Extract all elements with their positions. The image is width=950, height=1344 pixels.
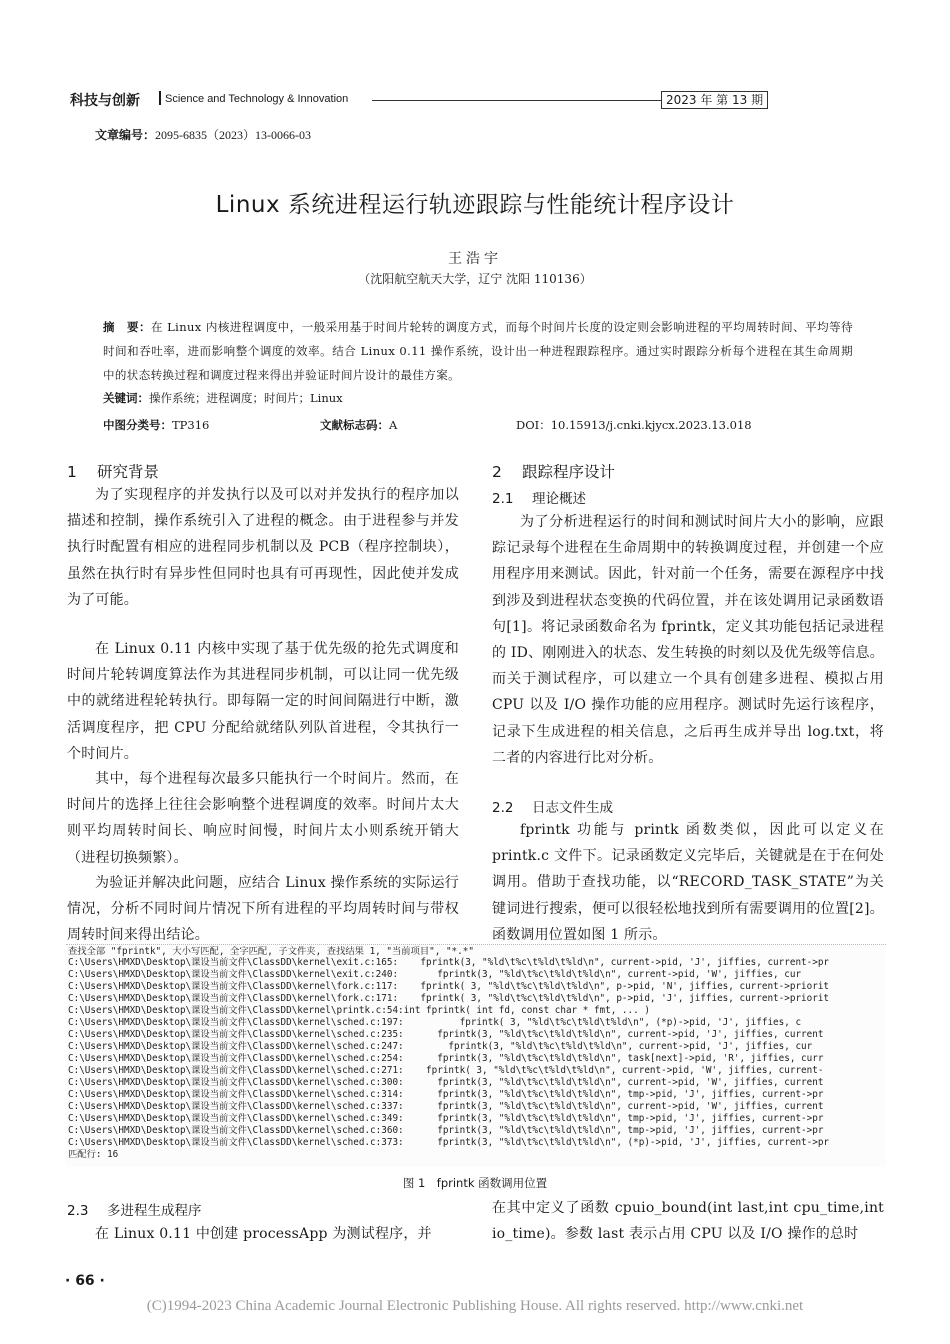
section-1-title: 研究背景 <box>97 463 160 481</box>
section-1-para-2: 在 Linux 0.11 内核中实现了基于优先级的抢先式调度和时间片轮转调度算法作为其进程同步机制，可以让同一优先级中的就绪进程轮转执行。即每隔一定的时间间隔进行中断，激活调度程序，把 CPU 分配给就绪队列队首进程，令其执行一个时间片。 <box>67 641 459 762</box>
figure-line: C:\Users\HMXD\Desktop\课设当前文件\ClassDD\kernel\printk.c:54:int fprintk( int fd, const char * fmt, ... ) <box>68 1005 650 1016</box>
keywords-label: 关键词： <box>103 391 149 405</box>
section-2-heading <box>492 460 615 482</box>
figure-line: C:\Users\HMXD\Desktop\课设当前文件\ClassDD\kernel\exit.c:165: fprintk(3, "%ld\t%c\t%ld\t%ld\n", current->pid, 'J', jiffies, current->pr <box>68 957 830 968</box>
article-number <box>95 126 311 143</box>
author: 王浩宇 <box>448 251 502 267</box>
doc-code <box>320 417 397 433</box>
figure-line: C:\Users\HMXD\Desktop\课设当前文件\ClassDD\kernel\sched.c:247: fprintk(3, "%ld\t%c\t%ld\t%ld\n", current->pid, 'J', jiffies, cur <box>68 1041 813 1052</box>
abstract-label: 摘 要： <box>103 320 151 334</box>
doc-code-text: A <box>389 418 398 432</box>
classification-text: TP316 <box>172 418 210 432</box>
section-2-2-para-1: fprintk 功能与 printk 函数类似，因此可以定义在 printk.c 文件下。记录函数定义完毕后，关键就是在于在何处调用。借助于查找功能，以“RECORD_TASK_STATE”为关键词进行搜索，便可以很轻松地找到所有需要调用的位置[2]。函数调用位置如图 1 所示。 <box>492 822 884 943</box>
section-2-2-heading <box>492 796 613 816</box>
figure-line: C:\Users\HMXD\Desktop\课设当前文件\ClassDD\kernel\fork.c:117: fprintk( 3, "%ld\t%c\t%ld\t%ld\n", p->pid, 'N', jiffies, current->priorit <box>68 981 830 992</box>
header-divider <box>159 91 161 105</box>
figure-line: C:\Users\HMXD\Desktop\课设当前文件\ClassDD\kernel\sched.c:271: fprintk( 3, "%ld\t%c\t%ld\t%ld\n", current->pid, 'W', jiffies, current- <box>68 1065 824 1076</box>
section-2-1-heading <box>492 487 586 507</box>
section-2-3-para-1: 在 Linux 0.11 中创建 processApp 为测试程序，并 <box>95 1226 432 1242</box>
figure-line: C:\Users\HMXD\Desktop\课设当前文件\ClassDD\kernel\sched.c:349: fprintk(3, "%ld\t%c\t%ld\t%ld\n", tmp->pid, 'J', jiffies, current->pr <box>68 1113 824 1124</box>
figure-line: C:\Users\HMXD\Desktop\课设当前文件\ClassDD\kernel\sched.c:300: fprintk(3, "%ld\t%c\t%ld\t%ld\n", current->pid, 'W', jiffies, current <box>68 1077 824 1088</box>
figure-line: C:\Users\HMXD\Desktop\课设当前文件\ClassDD\kernel\sched.c:235: fprintk(3, "%ld\t%c\t%ld\t%ld\n", current->pid, 'J', jiffies, current <box>68 1029 824 1040</box>
classification <box>103 417 209 433</box>
figure-line: 查找全部 "fprintk", 大小写匹配, 全字匹配, 子文件夹, 查找结果 1, "当前项目", "*.*" <box>68 946 474 957</box>
figure-line: C:\Users\HMXD\Desktop\课设当前文件\ClassDD\kernel\fork.c:171: fprintk( 3, "%ld\t%c\t%ld\t%ld\n", p->pid, 'J', jiffies, current->priorit <box>68 993 830 1004</box>
keywords <box>103 390 343 406</box>
figure-line: C:\Users\HMXD\Desktop\课设当前文件\ClassDD\kernel\sched.c:337: fprintk(3, "%ld\t%c\t%ld\t%ld\n", current->pid, 'W', jiffies, current <box>68 1101 824 1112</box>
section-2-1-number: 2.1 <box>492 491 514 507</box>
affiliation: （沈阳航空航天大学，辽宁 沈阳 110136） <box>358 272 592 286</box>
doi <box>516 417 752 433</box>
section-2-title: 跟踪程序设计 <box>522 463 616 481</box>
figure-line: C:\Users\HMXD\Desktop\课设当前文件\ClassDD\kernel\sched.c:254: fprintk(3, "%ld\t%c\t%ld\t%ld\n", task[next]->pid, 'R', jiffies, curr <box>68 1053 824 1064</box>
figure-line: C:\Users\HMXD\Desktop\课设当前文件\ClassDD\kernel\sched.c:373: fprintk(3, "%ld\t%c\t%ld\t%ld\n", (*p)->pid, 'J', jiffies, current->pr <box>68 1137 830 1148</box>
journal-name-en: Science and Technology & Innovation <box>165 93 349 105</box>
doi-text: 10.15913/j.cnki.kjycx.2023.13.018 <box>550 418 752 432</box>
section-2-2-title: 日志文件生成 <box>532 800 613 816</box>
figure-1-search-results <box>66 944 886 1167</box>
section-2-1-para-1: 为了分析进程运行的时间和测试时间片大小的影响，应跟踪记录每个进程在生命周期中的转换调度过程，并创建一个应用程序用来测试。因此，针对前一个任务，需要在源程序中找到涉及到进程状态变换的代码位置，并在该处调用记录函数语句[1]。将记录函数命名为 fprintk，定义其功能包括记录进程的 ID、刚刚进入的状态、发生转换的时刻以及优先级等信息。而关于测试程序，可以建立一个具有创建多进程、模拟占用 CPU 以及 I/O 操作功能的应用程序。测试时先运行该程序，记录下生成进程的相关信息，之后再生成并导出 log.txt，将二者的内容进行比对分析。 <box>492 514 884 766</box>
figure-line: 匹配行: 16 <box>68 1149 119 1160</box>
section-2-3-title: 多进程生成程序 <box>107 1203 202 1219</box>
section-1-para-1: 为了实现程序的并发执行以及可以对并发执行的程序加以描述和控制，操作系统引入了进程的概念。由于进程参与并发执行时配置有相应的进程同步机制以及 PCB（程序控制块），虽然在执行时有异步性但同时也具有可再现性，因此使并发成为了可能。 <box>67 487 459 608</box>
paper-title: Linux 系统进程运行轨迹跟踪与性能统计程序设计 <box>215 192 735 218</box>
section-2-3-continuation: 在其中定义了函数 cpuio_bound(int last,int cpu_time,int io_time)。参数 last 表示占用 CPU 以及 I/O 操作的总时 <box>492 1200 884 1243</box>
copyright-footer: (C)1994-2023 China Academic Journal Electronic Publishing House. All rights reserved. http://www.cnki.net <box>146 1298 804 1314</box>
article-number-value: 2095-6835（2023）13-0066-03 <box>155 128 312 142</box>
keywords-text: 操作系统；进程调度；时间片；Linux <box>149 391 343 405</box>
section-2-3-heading <box>67 1199 202 1219</box>
page-number: · 66 · <box>65 1273 105 1289</box>
section-2-2-number: 2.2 <box>492 800 514 816</box>
abstract-text: 在 Linux 内核进程调度中，一般采用基于时间片轮转的调度方式，而每个时间片长度的设定则会影响进程的平均周转时间、平均等待时间和吞吐率，进而影响整个调度的效率。结合 Linux 0.11 操作系统，设计出一种进程跟踪程序。通过实时跟踪分析每个进程在其生命周期中的状态转换过程和调度过程来得出并验证时间片设计的最佳方案。 <box>103 320 853 382</box>
section-2-1-title: 理论概述 <box>532 491 586 507</box>
figure-line: C:\Users\HMXD\Desktop\课设当前文件\ClassDD\kernel\exit.c:240: fprintk(3, "%ld\t%c\t%ld\t%ld\n", current->pid, 'W', jiffies, cur <box>68 969 802 980</box>
doc-code-label: 文献标志码： <box>320 418 389 432</box>
figure-line: C:\Users\HMXD\Desktop\课设当前文件\ClassDD\kernel\sched.c:314: fprintk(3, "%ld\t%c\t%ld\t%ld\n", tmp->pid, 'J', jiffies, current->pr <box>68 1089 824 1100</box>
section-2-3-number: 2.3 <box>67 1203 89 1219</box>
article-number-label: 文章编号： <box>95 128 156 142</box>
section-1-para-3: 其中，每个进程每次最多只能执行一个时间片。然而，在时间片的选择上往往会影响整个进程调度的效率。时间片太大则平均周转时间长、响应时间慢，时间片太小则系统开销大（进程切换频繁）。 <box>67 771 459 866</box>
journal-name-cn: 科技与创新 <box>70 93 140 109</box>
section-1-heading <box>67 460 159 482</box>
figure-line: C:\Users\HMXD\Desktop\课设当前文件\ClassDD\kernel\sched.c:360: fprintk(3, "%ld\t%c\t%ld\t%ld\n", tmp->pid, 'J', jiffies, current->pr <box>68 1125 824 1136</box>
issue-badge: 2023 年 第 13 期 <box>661 91 768 109</box>
figure-1-caption: 图 1 fprintk 函数调用位置 <box>402 1176 548 1190</box>
section-1-para-4: 为验证并解决此问题，应结合 Linux 操作系统的实际运行情况，分析不同时间片情况下所有进程的平均周转时间与带权周转时间来得出结论。 <box>67 875 459 944</box>
figure-line: C:\Users\HMXD\Desktop\课设当前文件\ClassDD\kernel\sched.c:197: fprintk( 3, "%ld\t%c\t%ld\t%ld\n", (*p)->pid, 'J', jiffies, c <box>68 1017 802 1028</box>
section-1-number: 1 <box>67 463 77 481</box>
classification-label: 中图分类号： <box>103 418 172 432</box>
abstract <box>103 315 853 387</box>
doi-label: DOI： <box>516 418 551 432</box>
section-2-number: 2 <box>492 463 502 481</box>
header-rule <box>372 100 662 101</box>
